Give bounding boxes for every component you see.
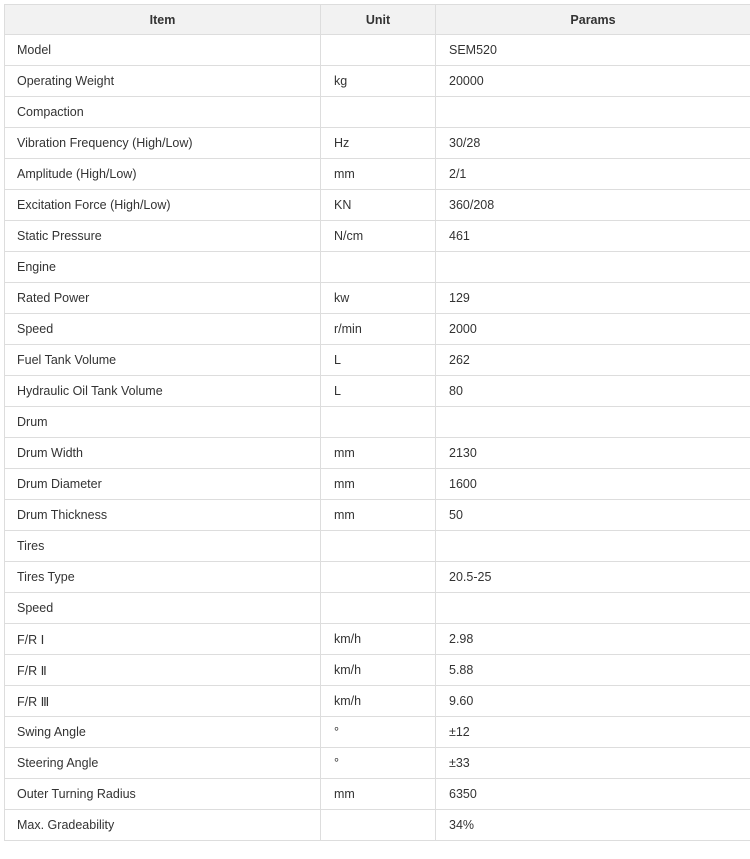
header-params: Params xyxy=(436,5,750,35)
item-cell: Operating Weight xyxy=(5,66,321,97)
unit-cell xyxy=(321,593,436,624)
item-cell: Model xyxy=(5,35,321,66)
unit-cell: L xyxy=(321,376,436,407)
table-row xyxy=(5,748,750,779)
params-cell: 6350 xyxy=(436,779,750,810)
item-cell: Drum Width xyxy=(5,438,321,469)
item-cell: F/R Ⅲ xyxy=(5,686,321,717)
unit-cell: kg xyxy=(321,66,436,97)
unit-cell: N/cm xyxy=(321,221,436,252)
params-cell xyxy=(436,531,750,562)
table-row xyxy=(5,97,750,128)
header-unit: Unit xyxy=(321,5,436,35)
item-cell: Engine xyxy=(5,252,321,283)
unit-cell: kw xyxy=(321,283,436,314)
spec-table xyxy=(4,4,750,841)
table-row xyxy=(5,345,750,376)
item-cell: Drum Diameter xyxy=(5,469,321,500)
unit-cell: ° xyxy=(321,748,436,779)
table-row xyxy=(5,717,750,748)
table-row xyxy=(5,562,750,593)
params-cell: ±33 xyxy=(436,748,750,779)
params-cell xyxy=(436,252,750,283)
item-cell: F/R Ⅱ xyxy=(5,655,321,686)
params-cell: 262 xyxy=(436,345,750,376)
params-cell: 34% xyxy=(436,810,750,841)
unit-cell: r/min xyxy=(321,314,436,345)
item-cell: Tires Type xyxy=(5,562,321,593)
unit-cell xyxy=(321,252,436,283)
table-row xyxy=(5,593,750,624)
table-row xyxy=(5,35,750,66)
unit-cell: km/h xyxy=(321,655,436,686)
unit-cell: Hz xyxy=(321,128,436,159)
item-cell: Hydraulic Oil Tank Volume xyxy=(5,376,321,407)
unit-cell: mm xyxy=(321,500,436,531)
unit-cell xyxy=(321,810,436,841)
params-cell: 20000 xyxy=(436,66,750,97)
unit-cell: mm xyxy=(321,469,436,500)
params-cell: 129 xyxy=(436,283,750,314)
table-row xyxy=(5,159,750,190)
params-cell xyxy=(436,593,750,624)
item-cell: Amplitude (High/Low) xyxy=(5,159,321,190)
params-cell xyxy=(436,407,750,438)
params-cell: 20.5-25 xyxy=(436,562,750,593)
params-cell xyxy=(436,97,750,128)
params-cell: 2130 xyxy=(436,438,750,469)
params-cell: 5.88 xyxy=(436,655,750,686)
item-cell: Fuel Tank Volume xyxy=(5,345,321,376)
unit-cell: L xyxy=(321,345,436,376)
unit-cell xyxy=(321,35,436,66)
table-row xyxy=(5,190,750,221)
table-row xyxy=(5,283,750,314)
table-row xyxy=(5,438,750,469)
item-cell: Swing Angle xyxy=(5,717,321,748)
params-cell: ±12 xyxy=(436,717,750,748)
item-cell: Static Pressure xyxy=(5,221,321,252)
table-row xyxy=(5,655,750,686)
item-cell: Vibration Frequency (High/Low) xyxy=(5,128,321,159)
table-row xyxy=(5,624,750,655)
item-cell: Compaction xyxy=(5,97,321,128)
table-row xyxy=(5,221,750,252)
unit-cell: mm xyxy=(321,779,436,810)
item-cell: Drum xyxy=(5,407,321,438)
table-row xyxy=(5,252,750,283)
unit-cell xyxy=(321,531,436,562)
unit-cell xyxy=(321,562,436,593)
item-cell: Steering Angle xyxy=(5,748,321,779)
table-header xyxy=(5,5,750,35)
params-cell: 2/1 xyxy=(436,159,750,190)
unit-cell: km/h xyxy=(321,686,436,717)
unit-cell: KN xyxy=(321,190,436,221)
table-row xyxy=(5,810,750,841)
table-row xyxy=(5,407,750,438)
item-cell: Rated Power xyxy=(5,283,321,314)
params-cell: 50 xyxy=(436,500,750,531)
item-cell: Tires xyxy=(5,531,321,562)
table-row xyxy=(5,66,750,97)
table-row xyxy=(5,469,750,500)
table-row xyxy=(5,314,750,345)
item-cell: Drum Thickness xyxy=(5,500,321,531)
params-cell: 2000 xyxy=(436,314,750,345)
header-item: Item xyxy=(5,5,321,35)
item-cell: F/R Ⅰ xyxy=(5,624,321,655)
params-cell: 2.98 xyxy=(436,624,750,655)
params-cell: SEM520 xyxy=(436,35,750,66)
params-cell: 80 xyxy=(436,376,750,407)
table-body xyxy=(5,35,750,841)
item-cell: Outer Turning Radius xyxy=(5,779,321,810)
params-cell: 461 xyxy=(436,221,750,252)
header-row xyxy=(5,5,750,35)
item-cell: Speed xyxy=(5,314,321,345)
unit-cell: mm xyxy=(321,438,436,469)
params-cell: 1600 xyxy=(436,469,750,500)
table-row xyxy=(5,531,750,562)
unit-cell: mm xyxy=(321,159,436,190)
unit-cell xyxy=(321,407,436,438)
table-row xyxy=(5,686,750,717)
table-row xyxy=(5,376,750,407)
unit-cell: km/h xyxy=(321,624,436,655)
table-row xyxy=(5,779,750,810)
item-cell: Speed xyxy=(5,593,321,624)
params-cell: 9.60 xyxy=(436,686,750,717)
unit-cell: ° xyxy=(321,717,436,748)
table-row xyxy=(5,500,750,531)
params-cell: 360/208 xyxy=(436,190,750,221)
item-cell: Excitation Force (High/Low) xyxy=(5,190,321,221)
params-cell: 30/28 xyxy=(436,128,750,159)
table-row xyxy=(5,128,750,159)
unit-cell xyxy=(321,97,436,128)
item-cell: Max. Gradeability xyxy=(5,810,321,841)
